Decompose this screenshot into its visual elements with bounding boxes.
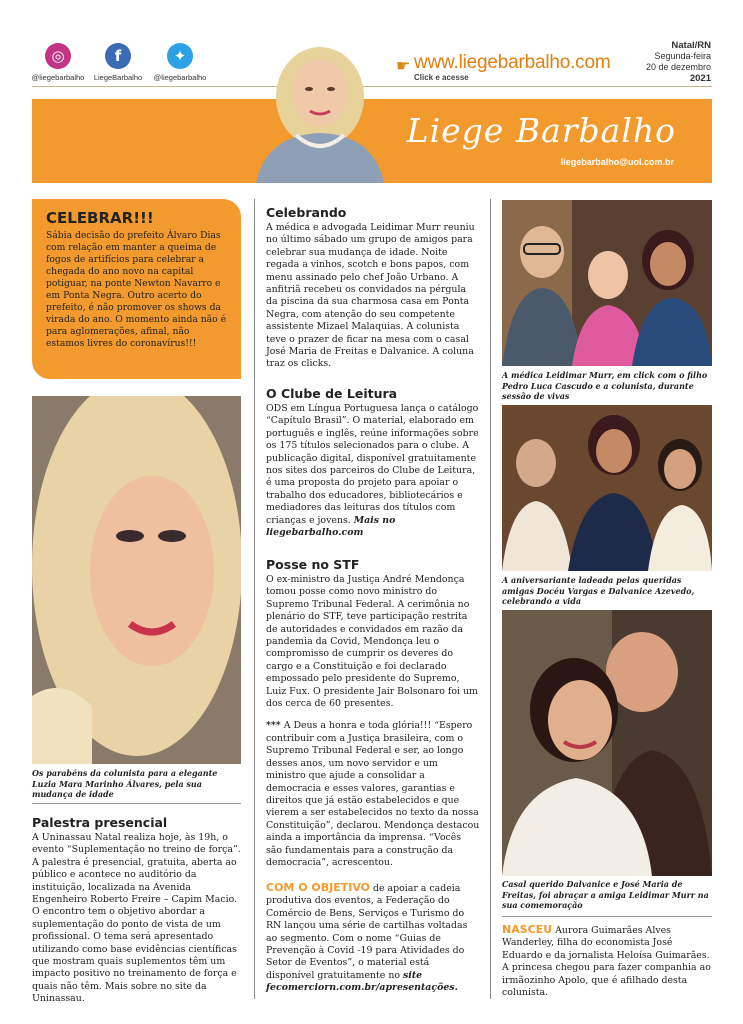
social-facebook[interactable] xyxy=(88,43,148,82)
photo-luzia-mara xyxy=(32,396,241,764)
site-url[interactable]: www.liegebarbalho.com xyxy=(414,52,611,73)
city: Natal/RN xyxy=(671,40,711,51)
clube-text: ODS em Língua Portuguesa lança o catálogo “Capítulo Brasil”. O material, elaborado em português e inglês, reúne informações sobre os 175 títulos selecionados para o clube. A publicação digital, disponível gratuitamente nos sites dos parceiros do Clube de Leitura, é uma proposta do projeto para apoiar o trabalho dos educadores, bibliotecários e mediadores das leituras dos títulos com crianças e jovens. Mais no liegebarbalho.com xyxy=(266,403,479,539)
weekday: Segunda-feira xyxy=(654,51,711,61)
section-divider xyxy=(32,803,241,804)
celebrar-box xyxy=(32,199,241,379)
instagram-icon: ◎ xyxy=(45,43,71,69)
social-twitter[interactable] xyxy=(150,43,210,82)
column-divider-1 xyxy=(254,199,255,999)
photo-caption-luzia: Os parabéns da colunista para a elegante Luzia Mara Marinho Álvares, pela sua mudança de idade xyxy=(32,768,218,799)
celebrando-section xyxy=(266,205,480,371)
clube-more-link[interactable]: Mais no liegebarbalho.com xyxy=(266,514,396,539)
twitter-handle: @liegebarbalho xyxy=(153,73,207,82)
social-instagram[interactable] xyxy=(28,43,88,82)
celebrar-text: Sábia decisão do prefeito Álvaro Dias com relação em manter a queima de fogos de artifícios para celebrar a chegada do ano novo na capital potiguar, na ponte Newton Navarro e em Ponta Negra. Outro acerto do prefeito, é não promover os shows da virada do ano. O momento ainda não é para aglomerações, afinal, não estamos livres do coronavírus!!! xyxy=(46,230,227,349)
objetivo-text: COM O OBJETIVO de apoiar a cadeia produtiva dos eventos, a Federação do Comércio de Bens, Serviços e Turismo do RN lançou uma série de cartilhas voltadas ao segmento. Com o nome “Guias de Prevenção à Covid -19 para Atividades do Setor de Eventos”, o material está disponível gratuitamente no site fecomerciorn.com.br/apresentações. xyxy=(266,881,468,994)
palestra-title: Palestra presencial xyxy=(32,815,168,830)
palestra-text: A Uninassau Natal realiza hoje, às 19h, o evento “Suplementação no treino de força”. A palestra é presencial, gratuita, aberta ao público e acontece no auditório da instituição, localizada na Avenida Engenheiro Roberto Freire – Capim Macio. O encontro tem o objetivo abordar a suplementação do ponto de vista de um profissional. O tema será apresentado utilizando como base evidências científicas que mostram quais suplementos têm um impacto positivo no treinamento de força e quais não têm. Mais sobre no site da Uninassau. xyxy=(32,832,241,1005)
celebrando-text: A médica e advogada Leidimar Murr reuniu no último sábado um grupo de amigos para celebrar sua mudança de idade. Noite regada a vinhos, scotch e bons papos, com menu assinado pelo chef João Urbano. A anfitriã recebeu os convidados na pérgula da piscina da sua charmosa casa em Ponta Negra, com atenção do seu competente assistente Mizael Malaquias. A colunista teve o prazer de ficar na mesa com o casal José Maria de Freitas e Dalvanice. A coluna traz os clicks. xyxy=(266,222,475,370)
nasceu-section xyxy=(502,924,712,999)
photo-caption-1: A médica Leidimar Murr, em click com o filho Pedro Luca Cascudo e a colunista, durante sessão de vivas xyxy=(502,370,708,401)
posse-title: Posse no STF xyxy=(266,557,360,572)
celebrar-title: CELEBRAR!!! xyxy=(46,209,154,227)
palestra-section xyxy=(32,815,242,1006)
date-block xyxy=(646,40,711,84)
section-divider xyxy=(502,916,712,917)
column-divider-2 xyxy=(490,199,491,999)
pointer-hand-icon: ☛ xyxy=(396,56,411,75)
posse-quote: *** A Deus a honra e toda glória!!! “Espero contribuir com a Justiça brasileira, com o Supremo Tribunal Federal e ser, ao longo desses anos, um novo servidor e um ministro que ajude a consolidar a democracia e esses valores, garantias e direitos que já estão estabelecidos e que vierem a ser estabelecidos no texto da nossa Constituição”, declarou. Mendonça destacou ainda a importância da imprensa. “Vocês são fundamentais para a construção da democracia”, acrescentou. xyxy=(266,720,480,868)
photo-leidimar-pedro xyxy=(502,200,712,366)
facebook-handle: LiegeBarbalho xyxy=(93,73,143,82)
clube-title: O Clube de Leitura xyxy=(266,386,398,401)
nasceu-text: NASCEU Aurora Guimarães Alves Wanderley, filha do economista José Eduardo e da jornalista Heloísa Guimarães. A princesa chegou para fazer companhia ao irmãozinho Apolo, que é afilhado desta colunista. xyxy=(502,923,711,999)
objetivo-lead: COM O OBJETIVO xyxy=(266,881,370,894)
nasceu-lead: NASCEU xyxy=(502,923,553,936)
date: 20 de dezembro xyxy=(645,62,711,72)
photo-caption-2: A aniversariante ladeada pelas queridas amigas Docéu Vargas e Dalvanice Azevedo, celebrando a vida xyxy=(502,575,695,606)
facebook-icon: f xyxy=(105,43,131,69)
site-link[interactable] xyxy=(396,52,636,82)
clube-section xyxy=(266,386,480,539)
posse-text: O ex-ministro da Justiça André Mendonça tomou posse como novo ministro do Supremo Tribunal Federal. A cerimônia no plenário do STF, teve participação restrita de autoridades e convidados em razão da pandemia da Covid, Mendonça leu o compromisso de cumprir os deveres do cargo e a Constituição e foi declarado empossado pelo presidente do Supremo, Luiz Fux. O presidente Jair Bolsonaro foi um dos cerca de 60 presentes. xyxy=(266,574,478,710)
twitter-icon: ✦ xyxy=(167,43,193,69)
objetivo-section xyxy=(266,882,480,995)
click-text: Click e acesse xyxy=(414,73,469,82)
brand-name: Liege Barbalho xyxy=(406,111,676,150)
instagram-handle: @liegebarbalho xyxy=(31,73,85,82)
photo-aniversariante xyxy=(502,405,712,571)
objetivo-link[interactable]: site fecomerciorn.com.br/apresentações. xyxy=(266,969,458,994)
posse-section xyxy=(266,557,480,869)
columnist-portrait xyxy=(246,35,394,183)
year: 2021 xyxy=(689,73,711,84)
photo-dalvanice-jose xyxy=(502,610,712,876)
email-address[interactable]: liegebarbalho@uol.com.br xyxy=(560,157,674,167)
photo-caption-3: Casal querido Dalvanice e José Maria de Freitas, foi abraçar a amiga Leidimar Murr na sua comemoração xyxy=(502,879,709,910)
celebrando-title: Celebrando xyxy=(266,205,347,220)
